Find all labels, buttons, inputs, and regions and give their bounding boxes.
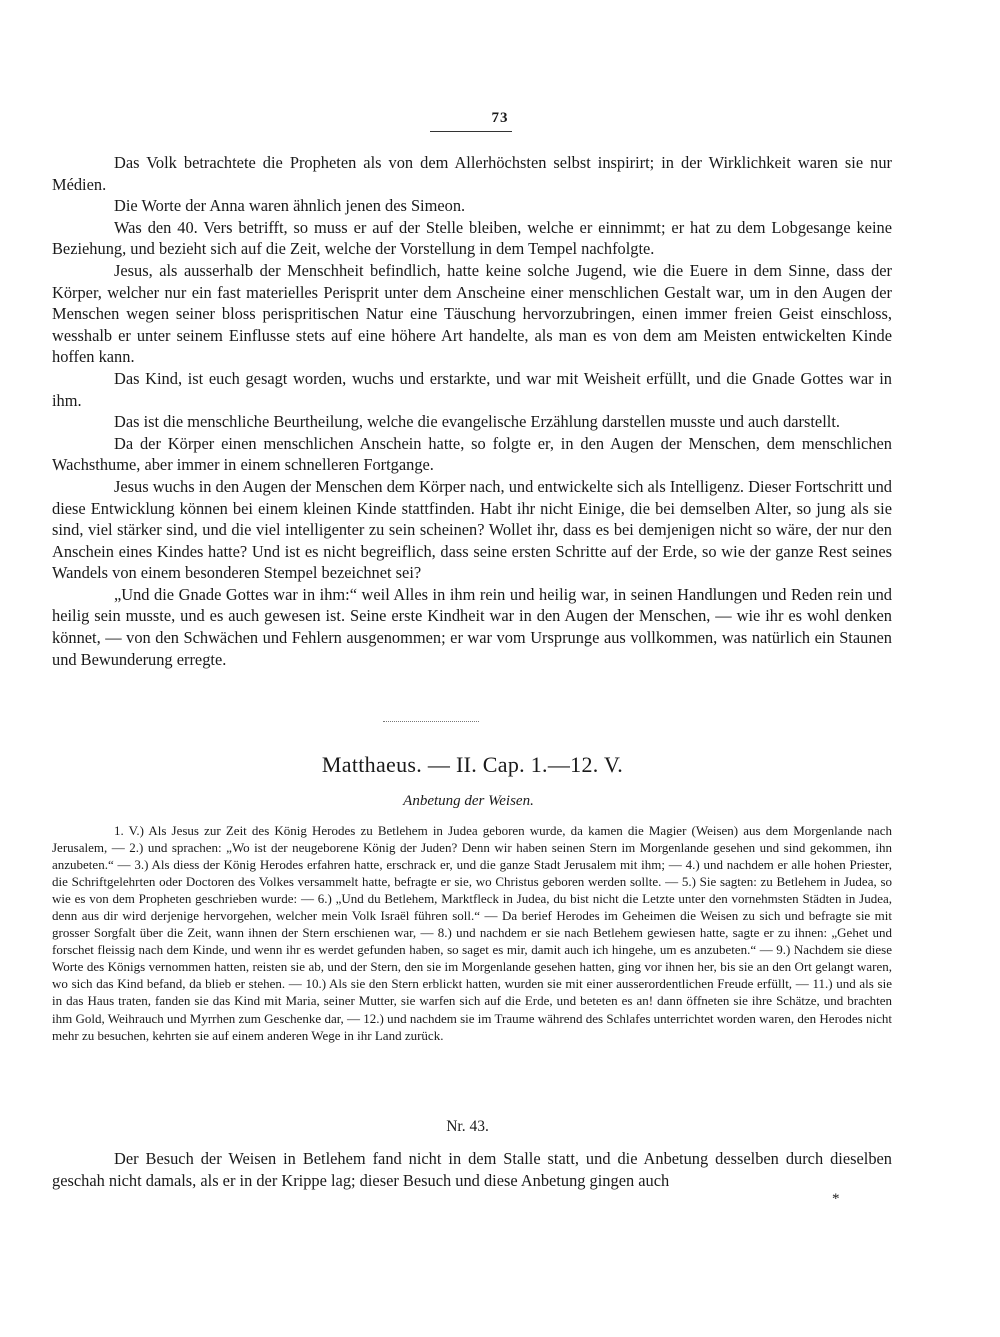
verse-paragraph: 1. V.) Als Jesus zur Zeit des König Herodes zu Betlehem in Judea geboren wurde, da kamen die Magier (Weisen) aus dem Morgenlande nach Jerusalem, — 2.) und sprachen: „Wo ist der neugeborene König der Juden? Denn wir haben seinen Stern im Morgenlande gesehen und sind gekommen, ihn anzubeten.“ — 3.) Als diess der König Herodes erfahren hatte, erschrack er, und die ganze Stadt Jerusalem mit ihm; — 4.) und nachdem er alle hohen Priester, die Schriftgelehrten oder Doctoren des Volkes versammelt hatte, befragte er sie, wo Christus geboren werden sollte. — 5.) Sie sagten: zu Betlehem in Judea, so wie es von dem Propheten geschrieben wurde: — 6.) „Und du Betlehem, Marktfleck in Judea, du bist nicht die Letzte unter den vornehmsten Städten in Judea, denn aus dir wird derjenige hervorgehen, welcher mein Volk Israël führen soll.“ — Da berief Herodes im Geheimen die Weisen zu sich und befragte sie mit grosser Sorgfalt über die Zeit, wann ihnen der Stern erschienen war, — 8.) und nachdem er sie nach Betlehem gewiesen hatte, sagte er zu ihnen: „Gehet und forschet fleissig nach dem Kinde, und wenn ihr es werdet gefunden haben, so saget es mir, damit auch ich hingehe, um es anzubeten.“ — 9.) Nachdem sie diese Worte des Königs vernommen hatten, reisten sie ab, und der Stern, den sie im Morgenlande gesehen hatten, ging vor ihnen her, bis sie an den Ort gelangt waren, wo sich das Kind befand, da blieb er stehen. — 10.) Als sie den Stern erblickt hatten, wurden sie mit einer ausserordentlichen Freude erfüllt, — 11.) und als sie in das Haus traten, fanden sie das Kind mit Maria, seiner Mutter, sie warfen sich auf die Erde, und beteten es an! dann öffneten sie ihre Schätze, und brachten ihm Gold, Weihrauch und Myrrhen zum Geschenke dar, — 12.) und nachdem sie im Traume während des Schlafes unterrichtet worden waren, den Herodes nicht mehr zu besuchen, kehrten sie auf einem anderen Wege in ihr Land zurück. [52,823,892,1043]
section-subtitle: Anbetung der Weisen. [403,793,534,809]
page-number-rule [430,131,512,132]
scripture-verses [52,822,892,1044]
number-heading: Nr. 43. [446,1118,489,1135]
section-title: Matthaeus. — II. Cap. 1.—12. V. [321,752,624,777]
paragraph: Die Worte der Anna waren ähnlich jenen des Simeon. [114,196,466,216]
paragraph: Der Besuch der Weisen in Betlehem fand nicht in dem Stalle statt, und die Anbetung desselben durch dieselben geschah nicht damals, als er in der Krippe lag; dieser Besuch und diese Anbetung gingen auch [52,1149,892,1190]
paragraph: „Und die Gnade Gottes war in ihm:“ weil Alles in ihm rein und heilig war, in seinen Handlungen und Reden rein und heilig sein musste, und es auch gewesen ist. Seine erste Kindheit war in den Augen der Menschen, — wie ihr es wohl denken könnet, — von den Schwächen und Fehlern ausgenommen; er war vom Ursprunge aus vollkommen, was natürlich ein Staunen und Bewunderung erregte. [52,584,892,669]
section-divider [383,721,479,722]
paragraph: Das ist die menschliche Beurtheilung, welche die evangelische Erzählung darstellen musste und auch darstellt. [114,412,840,432]
commentary-text [52,152,892,670]
paragraph: Jesus wuchs in den Augen der Menschen dem Körper nach, und entwickelte sich als Intelligenz. Dieser Fortschritt und diese Entwicklung können bei einem kleinen Kinde stattfinden. Habt ihr nicht Einige, die bei demselben Alter, so jung als sie sind, viel stärker sind, und die viel intelligenter zu sein scheinen? Wollet ihr, dass es bei demjenigen nicht so wäre, der nur den Anschein eines Kindes hatte? Und ist es nicht begreiflich, dass seine ersten Schritte auf der Erde, so wie der ganze Rest seines Wandels von einem besonderen Stempel bezeichnet sei? [52,476,892,583]
paragraph: Das Volk betrachtete die Propheten als von dem Allerhöchsten selbst inspirirt; in der Wirklichkeit waren sie nur Médien. [52,153,892,194]
paragraph: Da der Körper einen menschlichen Anschein hatte, so folgte er, in den Augen der Menschen, dem menschlichen Wachsthume, aber immer in einem schnelleren Fortgange. [52,433,892,475]
closing-text [52,1148,892,1192]
paragraph: Was den 40. Vers betrifft, so muss er auf der Stelle bleiben, welche er einnimmt; er hat zu dem Lobgesange keine Beziehung, und bezieht sich auf die Zeit, welche der Vorstellung in dem Tempel nachfolgte. [52,217,892,259]
paragraph: Das Kind, ist euch gesagt worden, wuchs und erstarkte, und war mit Weisheit erfüllt, und die Gnade Gottes war in ihm. [52,368,892,410]
paragraph: Jesus, als ausserhalb der Menschheit befindlich, hatte keine solche Jugend, wie die Euere in dem Sinne, dass der Körper, welcher nur ein fast materielles Perisprit unter dem Anscheine einer menschlichen Gestalt war, um in den Augen der Menschen wegen seiner bloss perispritischen Natur eine Täuschung hervorzubringen, einen immer freien Geist einschloss, wesshalb er unter seinem Einflusse stets auf eine höhere Art handelte, als man es von dem am Meisten entwickelten Kinde hoffen kann. [52,260,892,367]
page-number: 73 [491,110,509,126]
signature-mark: * [832,1191,840,1207]
